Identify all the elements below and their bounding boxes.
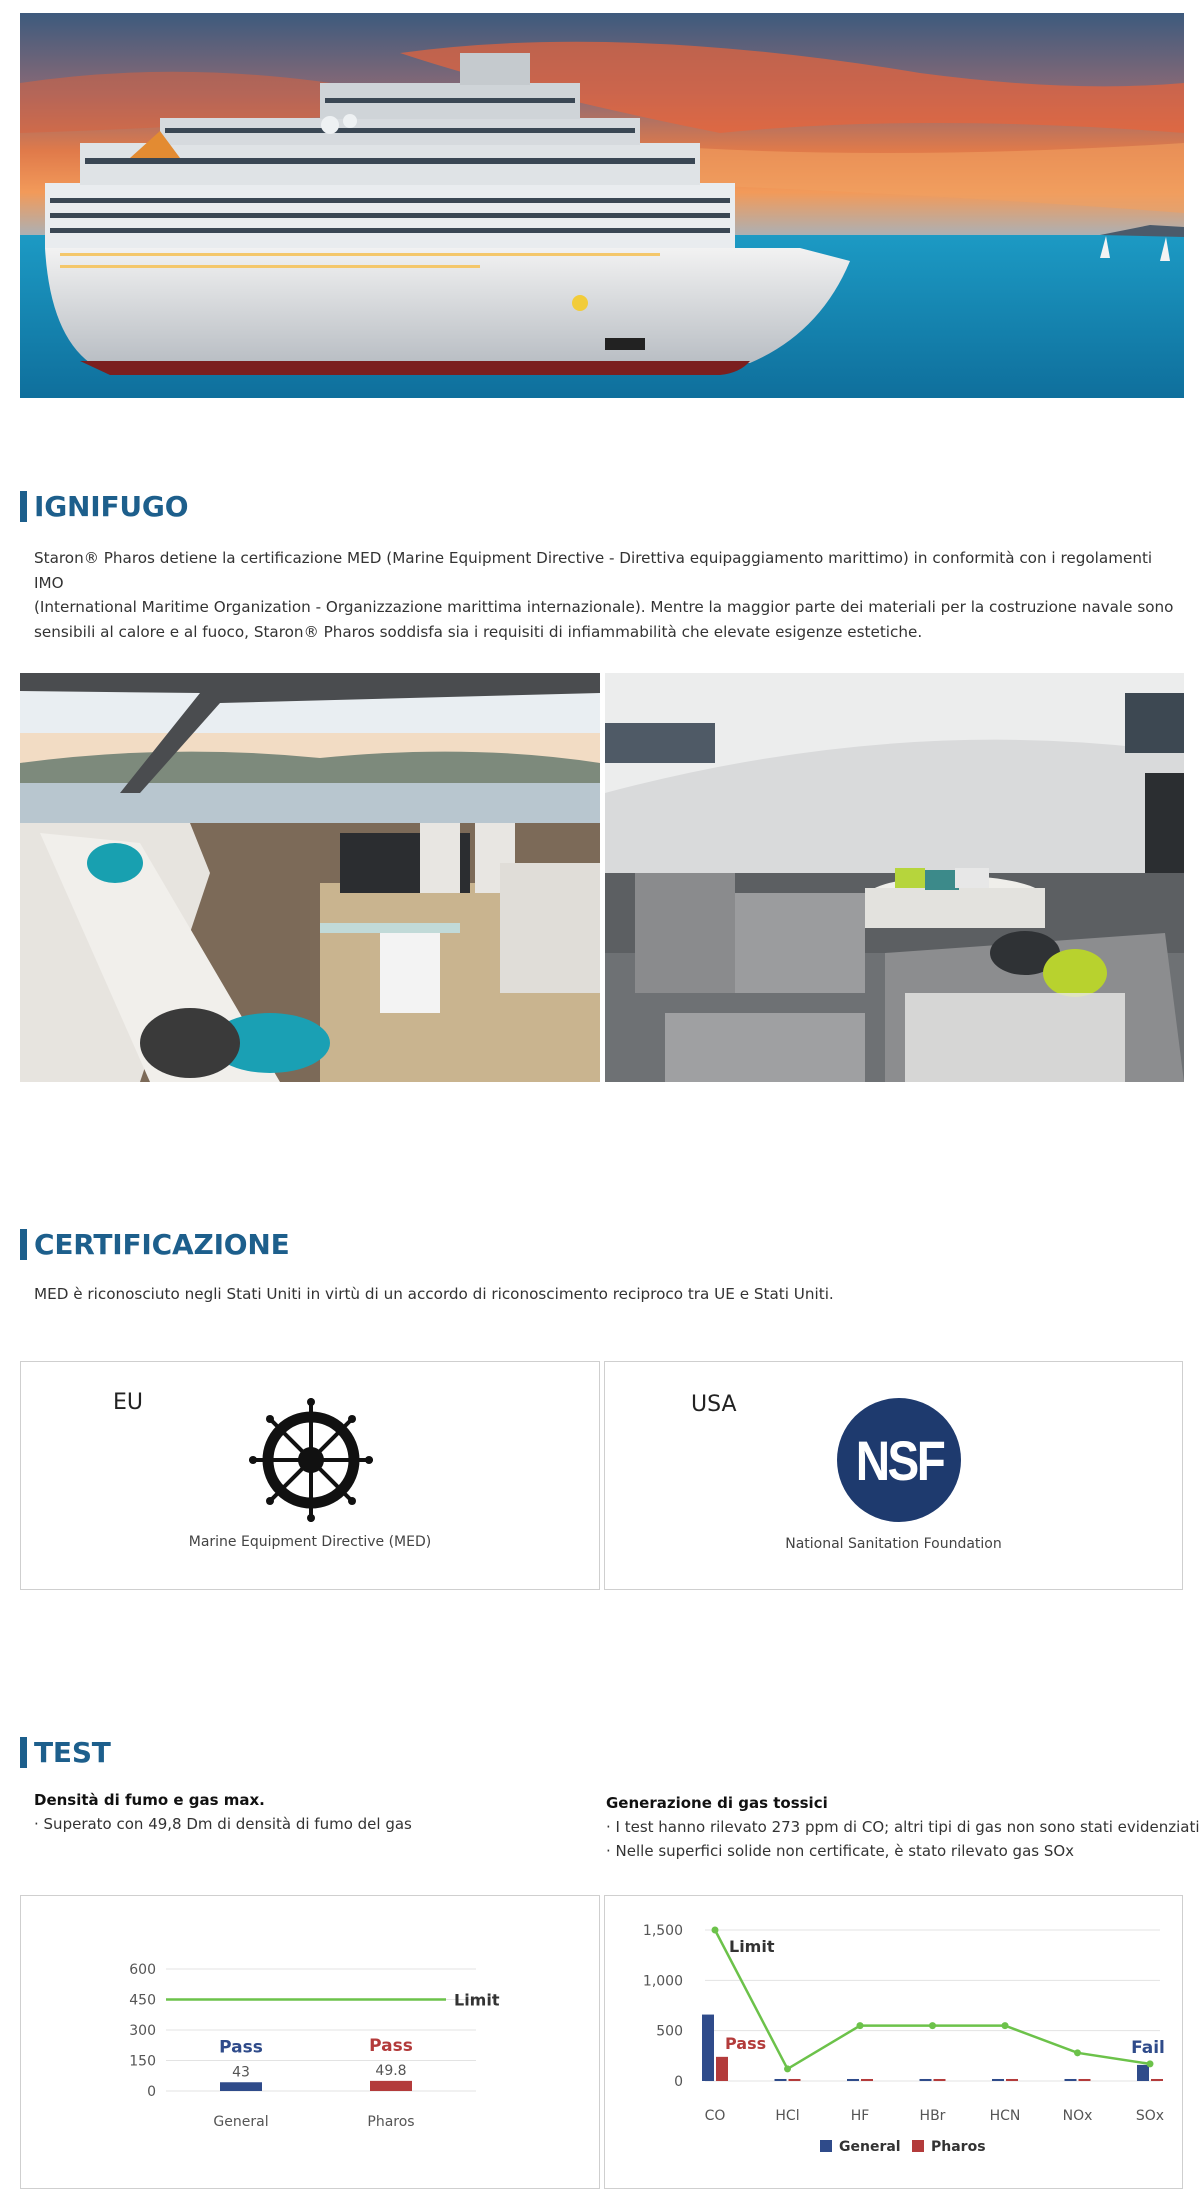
bar-pharos-hcl [789, 2079, 801, 2081]
limit-point [929, 2022, 936, 2029]
y-tick-label: 450 [129, 1992, 156, 2009]
toxic-gas-line: · Nelle superfici solide non certificate, è stato rilevato gas SOx [606, 1842, 1075, 1860]
paragraph-line: sensibili al calore e al fuoco, Staron® Pharos soddisfa sia i requisiti di infiammabilità che elevate esigenze estetiche. [34, 622, 923, 641]
x-category-label: HBr [919, 2108, 946, 2124]
paragraph-line: Staron® Pharos detiene la certificazione MED (Marine Equipment Directive - Direttiva equipaggiamento marittimo) in conformità con i regolamenti IMO [34, 549, 1153, 592]
cert-card-usa [604, 1361, 1183, 1590]
limit-point [712, 1927, 719, 1934]
legend-swatch [912, 2140, 924, 2152]
bar-general-sox [1137, 2065, 1149, 2081]
yacht-cockpit-photo [20, 673, 600, 1082]
section-title: TEST [34, 1736, 111, 1769]
y-tick-label: 0 [674, 2074, 683, 2090]
paragraph-line: (International Maritime Organization - Organizzazione marittima internazionale). Mentre la maggior parte dei materiali per la costruzione navale sono [34, 598, 1174, 616]
certificazione-text: MED è riconosciuto negli Stati Uniti in virtù di un accordo di riconoscimento reciproco tra UE e Stati Uniti. [34, 1285, 834, 1303]
nsf-logo [837, 1398, 961, 1522]
y-tick-label: 300 [129, 2023, 156, 2039]
y-tick-label: 150 [129, 2053, 156, 2070]
x-category-label: General [213, 2114, 269, 2130]
toxic-gas-chart [604, 1895, 1183, 2189]
limit-point [1074, 2049, 1081, 2056]
value-label: 43 [232, 2064, 250, 2081]
limit-point [1002, 2022, 1009, 2029]
y-tick-label: 1,000 [642, 1973, 683, 1990]
bar-general-hcn [992, 2079, 1004, 2081]
bar-pharos-nox [1079, 2079, 1091, 2081]
x-category-label: HCl [775, 2108, 800, 2124]
bar-general-hcl [775, 2079, 787, 2081]
toxic-gas-chart-svg [605, 1896, 1184, 2190]
limit-label: Limit [729, 1937, 775, 1956]
limit-point [1147, 2060, 1154, 2067]
x-category-label: HF [850, 2108, 870, 2124]
bar-pharos [370, 2081, 412, 2091]
toxic-gas-line: · I test hanno rilevato 273 ppm di CO; altri tipi di gas non sono stati evidenziati [606, 1818, 1200, 1836]
section-title: CERTIFICAZIONE [34, 1228, 290, 1261]
cert-card-eu [20, 1361, 600, 1590]
smoke-test-line: · Superato con 49,8 Dm di densità di fumo del gas [34, 1815, 412, 1833]
heading-accent-bar [20, 1229, 27, 1260]
status-label: Pass [369, 2035, 413, 2056]
ignifugo-paragraph [34, 546, 1184, 644]
cert-caption: Marine Equipment Directive (MED) [188, 1534, 432, 1550]
limit-label: Limit [454, 1990, 500, 2010]
legend-swatch [820, 2140, 832, 2152]
yacht-cabin-photo [605, 673, 1184, 1082]
bar-general-hbr [920, 2079, 932, 2081]
cert-region-label: USA [691, 1392, 737, 1417]
section-title: IGNIFUGO [34, 490, 189, 523]
toxic-gas-heading: Generazione di gas tossici [606, 1794, 828, 1812]
cert-region-label: EU [113, 1390, 144, 1415]
nsf-logo-text: NSF [855, 1428, 943, 1492]
section-heading-ignifugo [20, 490, 188, 523]
bar-general-hf [847, 2079, 859, 2081]
status-label: Pass [219, 2037, 263, 2058]
bar-pharos-sox [1151, 2079, 1163, 2081]
bar-pharos-hcn [1006, 2079, 1018, 2081]
fail-annotation: Fail [1131, 2037, 1165, 2058]
limit-point [784, 2065, 791, 2072]
bar-pharos-hbr [934, 2079, 946, 2081]
smoke-test-heading: Densità di fumo e gas max. [34, 1791, 265, 1809]
legend-label: Pharos [931, 2139, 986, 2155]
pass-annotation: Pass [725, 2033, 767, 2053]
x-category-label: HCN [989, 2108, 1021, 2124]
heading-accent-bar [20, 1737, 27, 1768]
bar-pharos-co [716, 2057, 728, 2081]
bar-general [220, 2082, 262, 2091]
y-tick-label: 1,500 [642, 1923, 683, 1939]
heading-accent-bar [20, 491, 27, 522]
bar-pharos-hf [861, 2079, 873, 2081]
y-tick-label: 600 [129, 1962, 156, 1978]
limit-point [857, 2022, 864, 2029]
x-category-label: CO [704, 2108, 726, 2124]
smoke-density-chart-svg [21, 1896, 601, 2190]
legend-label: General [839, 2139, 901, 2155]
x-category-label: SOx [1135, 2108, 1165, 2124]
section-heading-certificazione [20, 1228, 290, 1261]
y-tick-label: 500 [656, 2023, 683, 2040]
bar-general-co [702, 2015, 714, 2081]
cert-caption: National Sanitation Foundation [785, 1536, 1002, 1552]
x-category-label: NOx [1062, 2108, 1093, 2124]
y-tick-label: 0 [147, 2084, 156, 2100]
ship-wheel-icon [249, 1398, 373, 1522]
value-label: 49.8 [375, 2062, 407, 2079]
limit-line [715, 1930, 1150, 2069]
x-category-label: Pharos [367, 2114, 415, 2130]
smoke-density-chart [20, 1895, 600, 2189]
hero-cruise-ship-image [20, 13, 1184, 398]
section-heading-test [20, 1736, 111, 1769]
bar-general-nox [1065, 2079, 1077, 2081]
